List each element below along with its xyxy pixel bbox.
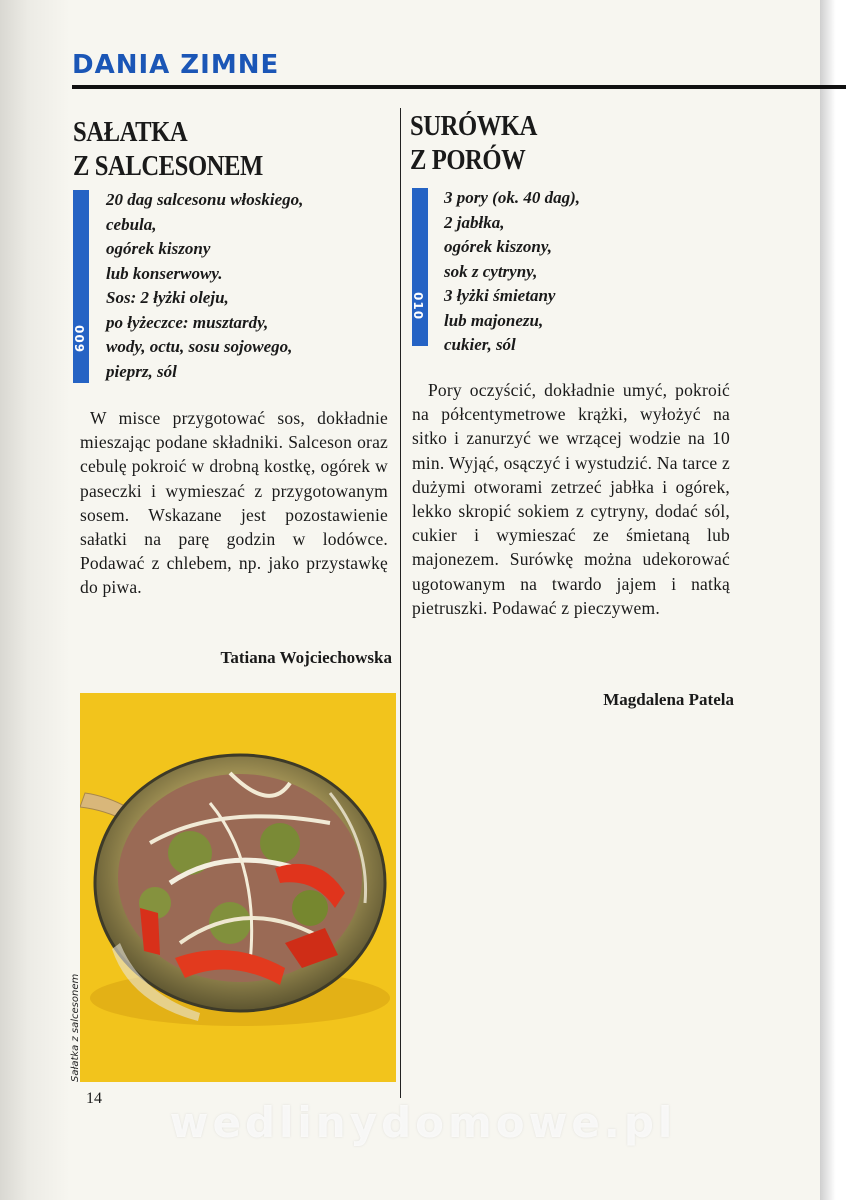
ingredient-item: wody, octu, sosu sojowego, (106, 337, 293, 356)
author-surowka: Magdalena Patela (603, 690, 734, 709)
recipe-title-line1: SAŁATKA (73, 117, 188, 148)
recipe-title-surowka (410, 110, 537, 178)
ingredient-item: po łyżeczce: musztardy, (106, 312, 269, 332)
recipe-title-line1: SURÓWKA (410, 111, 537, 142)
section-header: DANIA ZIMNE (72, 50, 280, 80)
recipe-number-bar (73, 190, 89, 383)
salad-bowl-illustration (80, 693, 396, 1082)
watermark: wedlinydomowe.pl (169, 1098, 677, 1147)
recipe-title-line2: Z PORÓW (410, 145, 526, 176)
recipe-number: 010 (411, 292, 425, 321)
ingredient-item: lub konserwowy. (106, 263, 223, 283)
recipe-title-line2: Z SALCESONEM (73, 151, 263, 182)
column-divider (400, 108, 401, 1098)
ingredient-item: 3 łyżki śmietany (444, 286, 556, 305)
ingredient-item: 3 pory (ok. 40 dag), (444, 188, 580, 207)
page-number: 14 (86, 1090, 102, 1107)
recipe-number: 009 (72, 325, 86, 354)
binding-shadow (0, 0, 70, 1200)
ingredient-item: sok z cytryny, (444, 261, 538, 281)
ingredient-item: Sos: 2 łyżki oleju, (106, 288, 229, 307)
ingredient-item: lub majonezu, (444, 310, 544, 330)
recipe-title-salatka (73, 116, 263, 184)
ingredient-item: cebula, (106, 214, 157, 234)
header-rule (72, 85, 846, 89)
salad-photo (80, 693, 396, 1082)
recipe-number-bar (412, 188, 428, 346)
ingredient-item: ogórek kiszony, (444, 237, 552, 256)
ingredient-item: pieprz, sól (106, 361, 177, 381)
ingredient-item: 2 jabłka, (444, 212, 505, 232)
photo-caption: Sałatka z salcesonem (70, 973, 81, 1082)
page-edge (820, 0, 846, 1200)
ingredient-item: cukier, sól (444, 335, 516, 354)
instructions-surowka: Pory oczyścić, dokładnie umyć, pokroić na półcentymetrowe krążki, wyłożyć na sitko i zanurzyć we wrzącej wodzie na 10 min. Wyjąć, osączyć i wystudzić. Na tarce z dużymi otworami zetrzeć jabłka i ogórek, lekko skropić sokiem z cytryny, dodać sól, cukier i wymieszać ze śmietaną lub majonezem. Surówkę można udekorować ugotowanym na twardo jajem i natką pietruszki. Podawać z pieczywem. (412, 380, 730, 618)
ingredient-list-salatka (106, 188, 303, 384)
instructions-salatka: W misce przygotować sos, dokładnie mieszając podane składniki. Salceson oraz cebulę pokroić w drobną kostkę, ogórek w paseczki i wymieszać z przygotowanym sosem. Wskazane jest pozostawienie sałatki na parę godzin w lodówce. Podawać z chlebem, np. jako przystawkę do piwa. (80, 408, 388, 598)
author-salatka: Tatiana Wojciechowska (220, 648, 392, 667)
ingredient-item: 20 dag salcesonu włoskiego, (106, 190, 304, 209)
ingredient-item: ogórek kiszony (106, 239, 211, 258)
ingredient-list-surowka (444, 186, 580, 358)
